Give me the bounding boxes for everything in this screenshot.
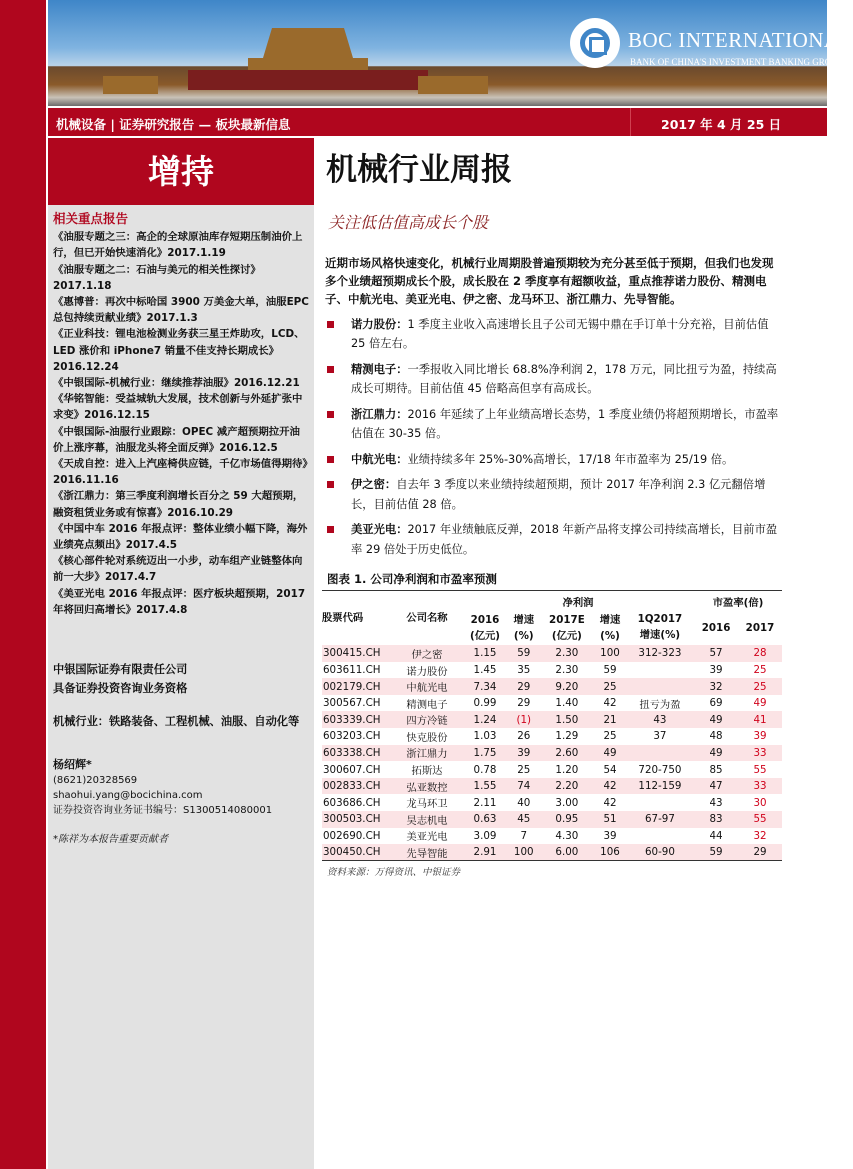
col-np2016: 2016 <box>470 614 500 627</box>
cell-pe2017: 55 <box>738 811 782 828</box>
cell-company: 伊之密 <box>392 645 462 662</box>
cell-q1-growth <box>626 794 694 811</box>
cell-company: 快克股份 <box>406 731 448 744</box>
cell-np2017: 1.50 <box>540 711 595 728</box>
cell-np2016: 1.15 <box>462 645 508 662</box>
related-report-item[interactable]: 《中国中车 2016 年报点评：整体业绩小幅下降，海外业绩亮点频出》2017.4.5 <box>53 522 308 552</box>
col-growth1: 增速 <box>513 614 535 627</box>
cell-company: 四方冷链 <box>392 711 462 728</box>
cell-pe2017: 33 <box>738 745 782 762</box>
related-report-item[interactable]: 《油服专题之二：石油与美元的相关性探讨》2017.1.18 <box>53 263 261 292</box>
cell-code: 603338.CH <box>322 745 392 762</box>
table-caption: 图表 1. 公司净利润和市盈率预测 <box>327 572 497 587</box>
stock-highlight <box>325 450 784 470</box>
qualification: 具备证券投资咨询业务资格 <box>53 682 188 696</box>
table-row <box>322 678 782 695</box>
stock-comment: 一季报收入同比增长 68.8%净利润 2，178 万元，同比扭亏为盈，持续高成长可期待。目前估值 45 倍略高但享有高成长。 <box>351 362 777 396</box>
cell-np2017: 2.30 <box>555 664 579 676</box>
analyst-phone: (8621)20328569 <box>53 775 138 787</box>
coverage: 机械行业：铁路装备、工程机械、油服、自动化等 <box>53 715 300 729</box>
cell-company: 浙江鼎力 <box>392 745 462 762</box>
cell-pe2017: 32 <box>753 829 767 842</box>
related-reports-list <box>53 229 310 618</box>
stock-highlight <box>325 360 784 399</box>
stock-comment: 2017 年业绩触底反弹，2018 年新产品将支撑公司持续高增长，目前市盈率 29 倍处于历史低位。 <box>351 523 778 556</box>
header-banner <box>48 0 853 106</box>
cell-code: 603203.CH <box>323 730 381 743</box>
cell-np2017: 3.00 <box>555 796 579 809</box>
cell-np2016: 0.99 <box>473 697 497 710</box>
cell-growth2016: 35 <box>517 664 531 676</box>
cell-q1-growth: 312-323 <box>626 645 694 662</box>
table-row <box>322 828 782 845</box>
cell-pe2017: 33 <box>738 778 782 795</box>
table-row <box>322 811 782 828</box>
cell-growth2017: 25 <box>603 730 617 743</box>
cell-growth2017: 21 <box>594 711 626 728</box>
side-hall-roof <box>418 76 488 94</box>
related-report-item[interactable]: 《华铭智能：受益城轨大发展，技术创新与外延扩张中求变》2016.12.15 <box>53 393 303 422</box>
unit-label: (亿元) <box>469 630 500 643</box>
cell-growth2017: 42 <box>603 697 617 710</box>
table-row <box>322 745 782 762</box>
stock-name: 中航光电： <box>351 452 408 466</box>
stock-comment: 自去年 3 季度以来业绩持续超预期，预计 2017 年净利润 2.3 亿元翻倍增长，目前估值 28 倍。 <box>351 478 766 511</box>
cell-pe2016: 32 <box>694 678 738 695</box>
analyst-name: 杨绍辉* <box>53 758 92 772</box>
cell-np2016: 0.63 <box>462 811 508 828</box>
cell-np2016: 1.75 <box>462 745 508 762</box>
rating-badge: 增持 <box>48 138 314 205</box>
related-report-item[interactable]: 《正业科技：锂电池检测业务获三星王炸助攻，LCD、LED 涨价和 iPhone7 销量不佳支持长期成长》2016.12.24 <box>53 328 305 373</box>
cell-q1-growth <box>626 745 694 762</box>
summary-paragraph: 近期市场风格快速变化，机械行业周期股普遍预期较为充分甚至低于预期，但我们也发现多个业绩超预期成长个股，成长股在 2 季度享有超额收益，重点推荐诺力股份、精测电子、中航光电、美亚光电、伊之密、龙马环卫、浙江鼎力、先导智能。 <box>325 256 774 307</box>
main-column <box>322 254 784 880</box>
cell-growth2017: 51 <box>594 811 626 828</box>
stock-comment: 业绩持续多年 25%-30%高增长，17/18 年市盈率为 25/19 倍。 <box>407 452 734 466</box>
cell-np2016: 1.45 <box>473 664 497 676</box>
cell-code: 002833.CH <box>322 778 392 795</box>
stock-highlight <box>325 405 784 444</box>
table-row <box>322 711 782 728</box>
cell-q1-growth: 37 <box>653 730 667 743</box>
stock-comment: 1 季度主业收入高速增长且子公司无锡中鼎在手订单十分充裕，目前估值 25 倍左右。 <box>351 317 769 351</box>
cell-growth2017: 59 <box>603 664 617 676</box>
stock-comment: 2016 年延续了上年业绩高增长态势，1 季度业绩仍将超预期增长，市盈率估值在 30-35 倍。 <box>351 407 779 441</box>
cell-np2016: 1.03 <box>473 730 497 743</box>
palace-roof <box>263 28 353 58</box>
related-report-item[interactable]: 《惠博普：再次中标哈国 3900 万美金大单，油服EPC 总包持续贡献业绩》2017.1.3 <box>53 296 309 325</box>
cell-q1-growth: 60-90 <box>626 844 694 861</box>
forecast-table <box>322 590 782 861</box>
cell-company: 昊志机电 <box>392 811 462 828</box>
unit-label: (%) <box>513 630 534 643</box>
cell-code: 603611.CH <box>323 664 381 676</box>
cell-code: 002690.CH <box>323 829 381 842</box>
cell-q1-growth: 720-750 <box>638 763 682 776</box>
cell-pe2017: 49 <box>753 697 767 710</box>
stock-name: 美亚光电： <box>351 523 408 537</box>
col-name: 公司名称 <box>406 612 448 625</box>
cell-code: 603686.CH <box>323 796 381 809</box>
cell-pe2016: 83 <box>694 811 738 828</box>
cell-np2017: 1.20 <box>555 763 579 776</box>
category-bar <box>48 108 827 136</box>
cell-growth2017: 25 <box>594 678 626 695</box>
cell-growth2017: 42 <box>594 778 626 795</box>
cell-pe2016: 85 <box>709 763 723 776</box>
cell-np2017: 1.29 <box>555 730 579 743</box>
left-accent-strip <box>0 0 46 1169</box>
page-title: 机械行业周报 <box>326 152 512 188</box>
col-1q2017: 1Q2017 <box>637 613 683 626</box>
page-subtitle: 关注低估值高成长个股 <box>328 213 489 232</box>
cell-growth2016: 100 <box>508 844 540 861</box>
cell-pe2016: 39 <box>709 664 723 676</box>
related-report-item[interactable]: 《中银国际-机械行业：继续推荐油服》2016.12.21 <box>53 377 300 390</box>
analyst-email[interactable]: shaohui.yang@bocichina.com <box>53 790 203 802</box>
cell-pe2017: 39 <box>753 730 767 743</box>
cell-np2017: 2.30 <box>540 645 595 662</box>
report-category: 机械设备 | 证券研究报告 — 板块最新信息 <box>56 117 291 132</box>
related-report-item[interactable]: 《天成自控：进入上汽座椅供应链，千亿市场值得期待》2016.11.16 <box>53 458 308 487</box>
cell-growth2017: 49 <box>594 745 626 762</box>
cell-np2017: 6.00 <box>540 844 595 861</box>
stock-highlight <box>325 520 784 559</box>
cell-code: 300567.CH <box>323 697 381 710</box>
cell-code: 603339.CH <box>322 711 392 728</box>
cell-pe2016: 49 <box>694 711 738 728</box>
cell-q1-growth <box>626 828 694 845</box>
cell-pe2016: 57 <box>694 645 738 662</box>
cell-np2016: 3.09 <box>473 829 497 842</box>
col-group-net-profit: 净利润 <box>562 597 594 610</box>
sidebar <box>48 205 314 1169</box>
related-report-item[interactable]: 《中银国际-油服行业跟踪：OPEC 减产超预期拉开油价上涨序幕，油服龙头将全面反弹》2016.12.5 <box>53 425 300 454</box>
cell-company: 诺力股份 <box>406 665 448 678</box>
stock-name: 诺力股份： <box>351 317 408 331</box>
cell-growth2017: 100 <box>594 645 626 662</box>
cell-company: 拓斯达 <box>411 765 443 778</box>
palace-roof-lower <box>248 58 368 70</box>
cell-np2016: 1.24 <box>462 711 508 728</box>
cell-np2017: 0.95 <box>540 811 595 828</box>
cell-np2017: 9.20 <box>540 678 595 695</box>
cell-q1-growth: 43 <box>626 711 694 728</box>
report-date: 2017 年 4 月 25 日 <box>630 108 781 136</box>
unit-label: (亿元) <box>551 630 582 643</box>
cell-pe2017: 30 <box>753 796 767 809</box>
cell-q1-growth <box>626 662 694 679</box>
analyst-license: 证券投资咨询业务证书编号：S1300514080001 <box>53 805 273 817</box>
cell-growth2016: (1) <box>508 711 540 728</box>
col-code: 股票代码 <box>322 612 364 625</box>
related-reports-title: 相关重点报告 <box>53 211 129 226</box>
table-row <box>322 728 782 745</box>
related-report-item[interactable]: 《浙江鼎力：第三季度利润增长百分之 59 大超预期，融资租赁业务或有惊喜》2016.10.29 <box>53 490 304 519</box>
cell-company: 龙马环卫 <box>406 798 448 811</box>
stock-name: 精测电子： <box>351 362 408 376</box>
side-hall-roof <box>103 76 158 94</box>
table-row <box>322 695 782 712</box>
cell-growth2017: 42 <box>603 796 617 809</box>
cell-pe2016: 47 <box>694 778 738 795</box>
col-group-pe: 市盈率(倍) <box>712 597 764 610</box>
cell-np2017: 2.20 <box>540 778 595 795</box>
unit-label: 增速(%) <box>639 629 681 642</box>
cell-growth2016: 39 <box>508 745 540 762</box>
cell-growth2017: 39 <box>603 829 617 842</box>
related-report-item[interactable]: 《核心部件轮对系统迈出一小步，动车组产业链整体向前一大步》2017.4.7 <box>53 555 303 584</box>
cell-pe2017: 29 <box>738 844 782 861</box>
cell-pe2017: 55 <box>753 763 767 776</box>
cell-q1-growth: 扭亏为盈 <box>639 698 681 711</box>
cell-growth2016: 7 <box>520 829 528 842</box>
table-row <box>322 662 782 679</box>
col-pe2016: 2016 <box>701 622 731 635</box>
related-report-item[interactable]: 《美亚光电 2016 年报点评：医疗板块超预期，2017年将回归高增长》2017.4.8 <box>53 587 306 616</box>
cell-growth2016: 25 <box>517 763 531 776</box>
table-row <box>322 844 782 861</box>
cell-pe2017: 25 <box>738 678 782 695</box>
cell-code: 300607.CH <box>323 763 381 776</box>
cell-growth2016: 40 <box>517 796 531 809</box>
cell-growth2016: 29 <box>508 678 540 695</box>
col-growth2: 增速 <box>599 614 621 627</box>
table-row <box>322 645 782 662</box>
cell-np2017: 2.60 <box>540 745 595 762</box>
cell-code: 300503.CH <box>322 811 392 828</box>
brand-name: BOC INTERNATIONAL <box>628 28 853 52</box>
boc-logo-icon <box>570 18 620 68</box>
cell-code: 300450.CH <box>322 844 392 861</box>
cell-pe2017: 28 <box>738 645 782 662</box>
col-pe2017: 2017 <box>745 622 775 635</box>
cell-growth2016: 74 <box>508 778 540 795</box>
cell-growth2016: 59 <box>508 645 540 662</box>
col-np2017: 2017E <box>549 614 585 627</box>
cell-growth2016: 26 <box>517 730 531 743</box>
cell-np2016: 2.91 <box>462 844 508 861</box>
cell-pe2016: 69 <box>709 697 723 710</box>
cell-growth2016: 45 <box>508 811 540 828</box>
table-row <box>322 761 782 778</box>
cell-company: 弘亚数控 <box>392 778 462 795</box>
cell-pe2016: 43 <box>709 796 723 809</box>
table-row <box>322 794 782 811</box>
cell-growth2017: 106 <box>594 844 626 861</box>
table-source: 资料来源：万得资讯、中银证券 <box>327 867 461 879</box>
cell-code: 002179.CH <box>322 678 392 695</box>
stock-highlight <box>325 475 784 514</box>
cell-pe2016: 49 <box>694 745 738 762</box>
cell-pe2016: 59 <box>694 844 738 861</box>
brand-subtitle: BANK OF CHINA'S INVESTMENT BANKING GROUP <box>630 57 843 67</box>
cell-np2016: 2.11 <box>473 796 497 809</box>
cell-pe2016: 48 <box>709 730 723 743</box>
cell-q1-growth <box>626 678 694 695</box>
cell-company: 先导智能 <box>392 844 462 861</box>
stock-highlight <box>325 315 784 354</box>
contributor-footnote: *陈祥为本报告重要贡献者 <box>53 834 168 846</box>
cell-np2016: 7.34 <box>462 678 508 695</box>
cell-company: 中航光电 <box>392 678 462 695</box>
cell-np2017: 1.40 <box>555 697 579 710</box>
cell-np2017: 4.30 <box>555 829 579 842</box>
cell-growth2017: 54 <box>603 763 617 776</box>
cell-pe2017: 41 <box>738 711 782 728</box>
cell-q1-growth: 112-159 <box>626 778 694 795</box>
company-name: 中银国际证券有限责任公司 <box>53 663 188 677</box>
cell-np2016: 1.55 <box>462 778 508 795</box>
cell-code: 300415.CH <box>322 645 392 662</box>
table-row <box>322 778 782 795</box>
stock-name: 浙江鼎力： <box>351 407 408 421</box>
related-report-item[interactable]: 《油服专题之三：高企的全球原油库存短期压制油价上行，但已开始快速消化》2017.1.19 <box>53 231 303 260</box>
unit-label: (%) <box>600 630 620 643</box>
cell-q1-growth: 67-97 <box>626 811 694 828</box>
stock-highlights <box>322 315 784 560</box>
cell-pe2016: 44 <box>709 829 723 842</box>
palace-wall <box>188 70 428 90</box>
cell-company: 美亚光电 <box>406 831 448 844</box>
cell-pe2017: 25 <box>753 664 767 676</box>
cell-company: 精测电子 <box>406 698 448 711</box>
cell-np2016: 0.78 <box>473 763 497 776</box>
stock-name: 伊之密： <box>351 478 397 492</box>
cell-growth2016: 29 <box>517 697 531 710</box>
